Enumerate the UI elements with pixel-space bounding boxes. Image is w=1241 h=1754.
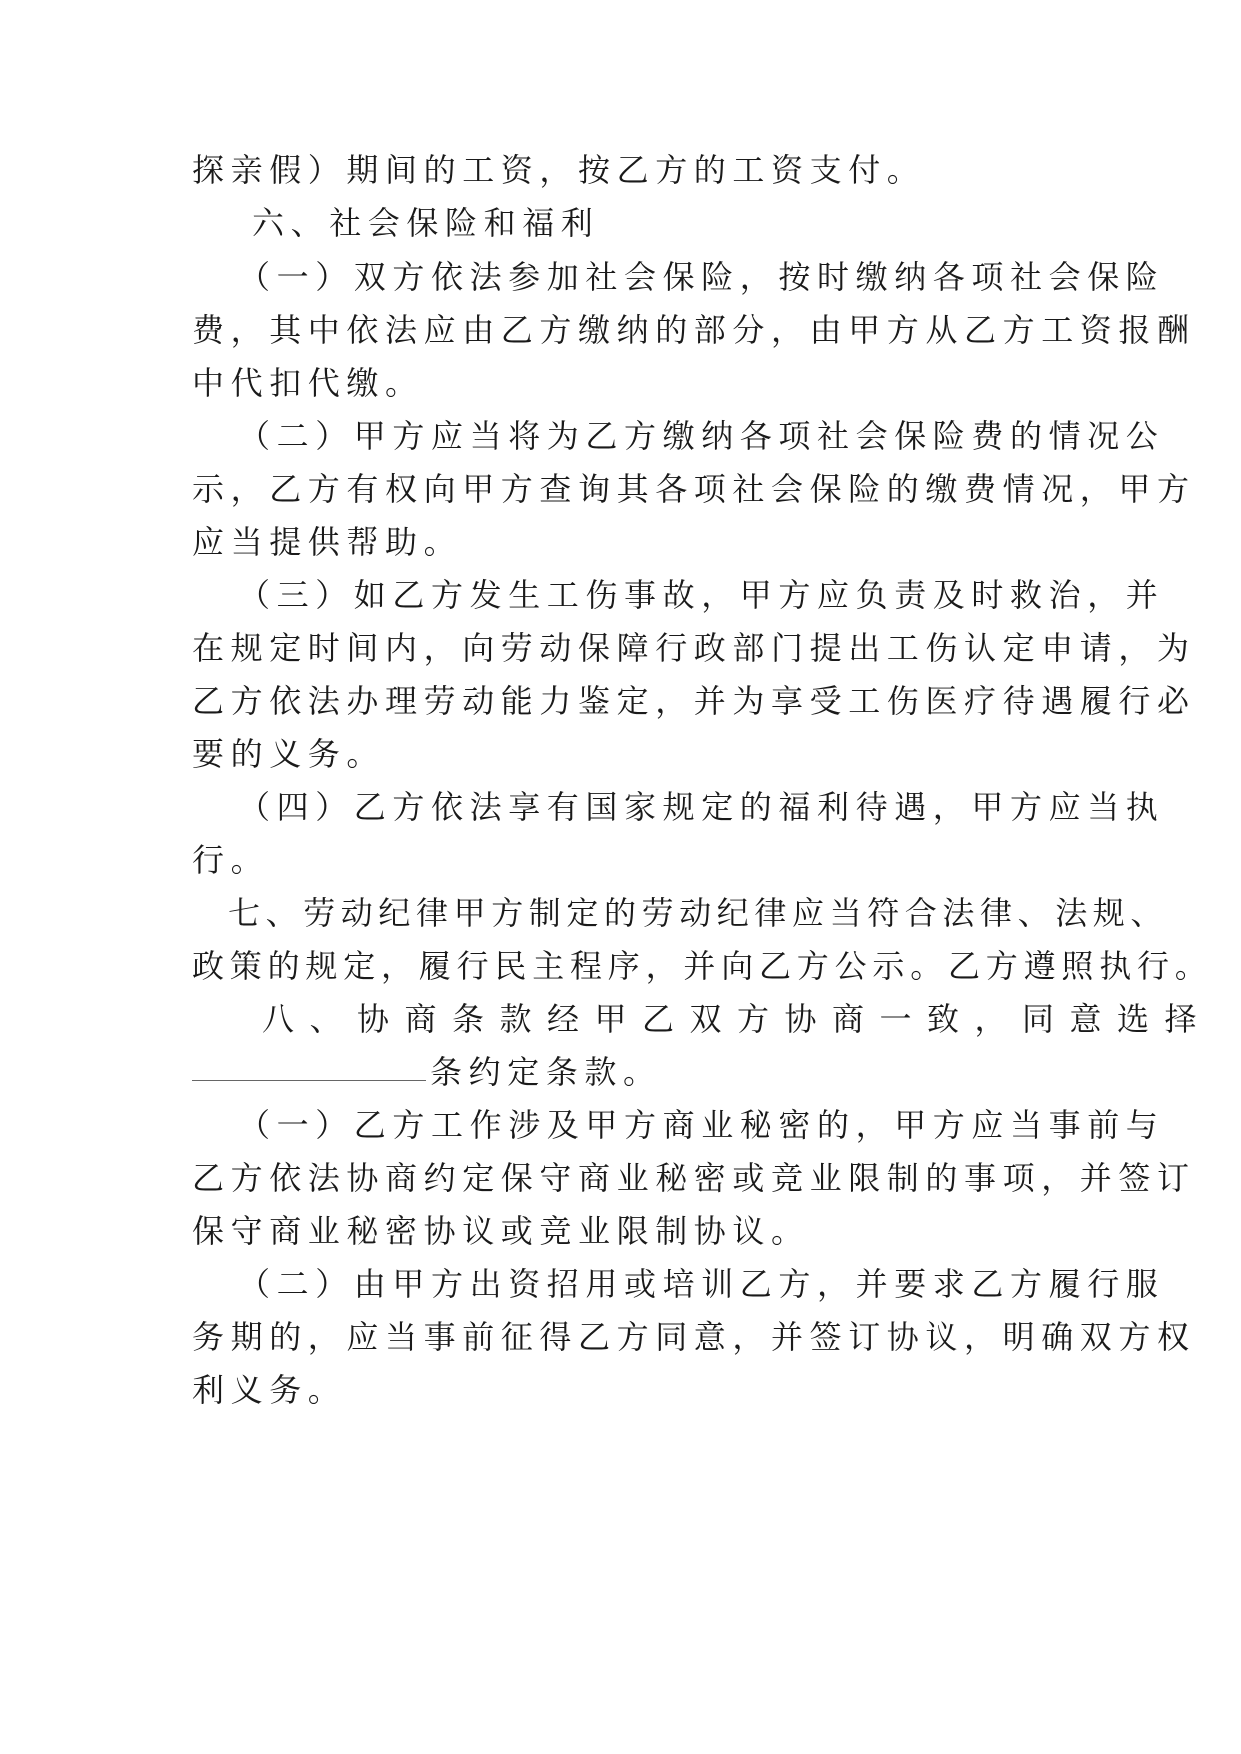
paragraph-line: 政策的规定，履行民主程序，并向乙方公示。乙方遵照执行。	[192, 947, 1213, 985]
paragraph-line: （一）乙方工作涉及甲方商业秘密的，甲方应当事前与	[238, 1106, 1165, 1144]
paragraph-line: 务期的，应当事前征得乙方同意，并签订协议，明确双方权	[192, 1318, 1196, 1356]
paragraph-line: （二）由甲方出资招用或培训乙方，并要求乙方履行服	[238, 1265, 1165, 1303]
paragraph-line: （一）双方依法参加社会保险，按时缴纳各项社会保险	[238, 258, 1165, 296]
paragraph-line: （二）甲方应当将为乙方缴纳各项社会保险费的情况公	[238, 417, 1165, 455]
section-heading-negotiated-terms: 八、协商条款经甲乙双方协商一致，同意选择	[262, 1000, 1213, 1038]
paragraph-line: 利义务。	[192, 1371, 347, 1409]
paragraph-line: 费，其中依法应由乙方缴纳的部分，由甲方从乙方工资报酬	[192, 311, 1196, 349]
paragraph-line: 保守商业秘密协议或竞业限制协议。	[192, 1212, 810, 1250]
paragraph-line: 要的义务。	[192, 735, 386, 773]
paragraph-line-with-blank	[192, 1052, 662, 1092]
paragraph-line: 示，乙方有权向甲方查询其各项社会保险的缴费情况，甲方	[192, 470, 1196, 508]
paragraph-line: 在规定时间内，向劳动保障行政部门提出工伤认定申请，为	[192, 629, 1196, 667]
paragraph-line: 行。	[192, 841, 270, 879]
paragraph-line: （四）乙方依法享有国家规定的福利待遇，甲方应当执	[238, 788, 1165, 826]
paragraph-line: 中代扣代缴。	[192, 364, 424, 402]
paragraph-line: 应当提供帮助。	[192, 523, 463, 561]
paragraph-text: 条约定条款。	[430, 1053, 662, 1091]
section-heading-social-insurance: 六、社会保险和福利	[252, 204, 600, 242]
paragraph-line: 探亲假）期间的工资，按乙方的工资支付。	[192, 151, 926, 189]
paragraph-line: 乙方依法办理劳动能力鉴定，并为享受工伤医疗待遇履行必	[192, 682, 1196, 720]
paragraph-line: （三）如乙方发生工伤事故，甲方应负责及时救治，并	[238, 576, 1165, 614]
paragraph-line: 乙方依法协商约定保守商业秘密或竞业限制的事项，并签订	[192, 1159, 1196, 1197]
section-heading-labor-discipline: 七、劳动纪律甲方制定的劳动纪律应当符合法律、法规、	[228, 894, 1169, 932]
fill-in-blank[interactable]	[192, 1054, 426, 1081]
